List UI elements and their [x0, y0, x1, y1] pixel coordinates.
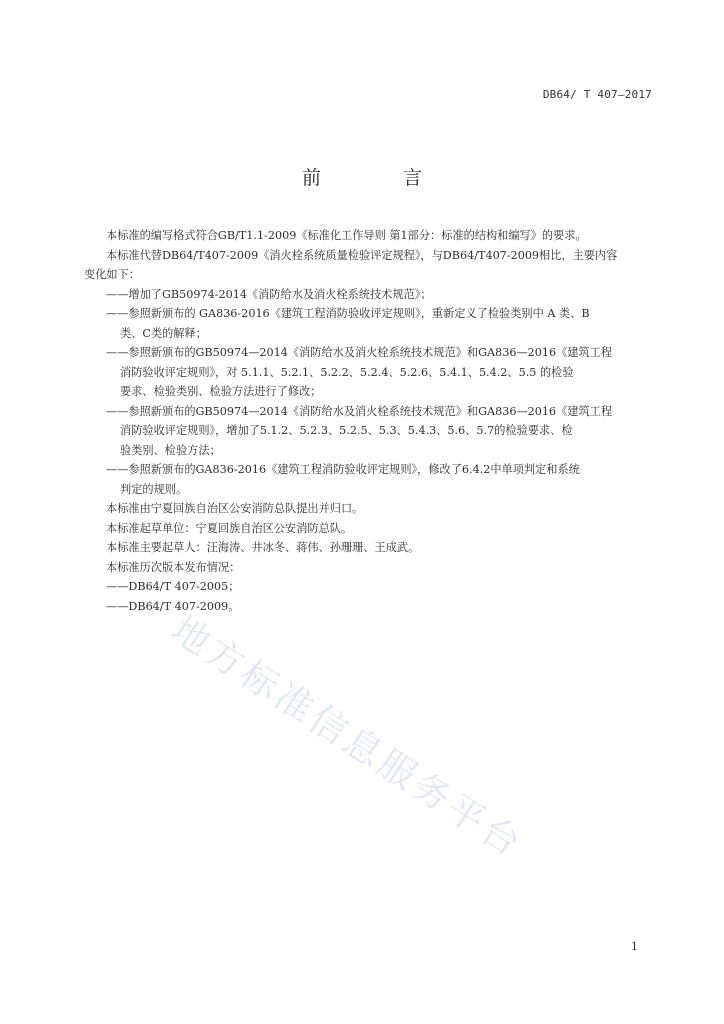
- change-item-3-line-3: 要求、检验类别、检验方法进行了修改；: [120, 385, 322, 398]
- change-item-5-line-2: 判定的规则。: [120, 482, 188, 496]
- change-item-4-line-2: 消防验收评定规则》，增加了5.1.2、5.2.3、5.2.5、5.3、5.4.3、5.6、5.7的检验要求、检: [120, 424, 573, 437]
- page-title: 前 言: [301, 167, 461, 189]
- standard-code: DB64/ T 407—2017: [542, 88, 652, 101]
- info-drafters: 本标准主要起草人：汪海涛、井冰冬、蒋伟、孙珊珊、王成武。: [106, 541, 420, 554]
- change-item-5-line-1: ——参照新颁布的GA836-2016《建筑工程消防验收评定规则》，修改了6.4.2中单项判定和系统: [106, 463, 580, 476]
- info-proposer: 本标准由宁夏回族自治区公安消防总队提出并归口。: [106, 502, 364, 515]
- change-item-3-line-2: 消防验收评定规则》，对 5.1.1、5.2.1、5.2.2、5.2.4、5.2.6、5.4.1、5.4.2、5.5 的检验: [120, 365, 574, 379]
- info-drafter-unit: 本标准起草单位：宁夏回族自治区公安消防总队。: [106, 521, 353, 535]
- foreword-body: [84, 226, 658, 616]
- change-item-2-line-2: 类、C类的解释；: [120, 326, 207, 340]
- change-item-1: ——增加了GB50974-2014《消防给水及消火栓系统技术规范》；: [106, 287, 432, 301]
- history-item-1: ——DB64/T 407-2005；: [106, 580, 240, 593]
- history-item-2: ——DB64/T 407-2009。: [106, 599, 240, 613]
- change-item-4-line-1: ——参照新颁布的GB50974—2014《消防给水及消火栓系统技术规范》和GA836—2016《建筑工程: [106, 404, 613, 418]
- page-number: 1: [631, 940, 638, 953]
- paragraph-replace-line-1: 本标准代替DB64/T407-2009《消火栓系统质量检验评定规程》，与DB64/T407-2009相比，主要内容: [106, 248, 618, 262]
- change-item-2-line-1: ——参照新颁布的 GA836-2016《建筑工程消防验收评定规则》，重新定义了检验类别中 A 类、B: [106, 307, 590, 320]
- paragraph-replace-line-2: 变化如下：: [84, 268, 140, 281]
- change-item-4-line-3: 验类别、检验方法；: [120, 443, 221, 457]
- info-history-title: 本标准历次版本发布情况：: [106, 560, 241, 574]
- paragraph-format: 本标准的编写格式符合GB/T1.1-2009《标准化工作导则 第1部分：标准的结构和编写》的要求。: [106, 229, 587, 242]
- watermark: 地方标准信息服务平台: [163, 607, 531, 867]
- change-item-3-line-1: ——参照新颁布的GB50974—2014《消防给水及消火栓系统技术规范》和GA836—2016《建筑工程: [106, 346, 613, 359]
